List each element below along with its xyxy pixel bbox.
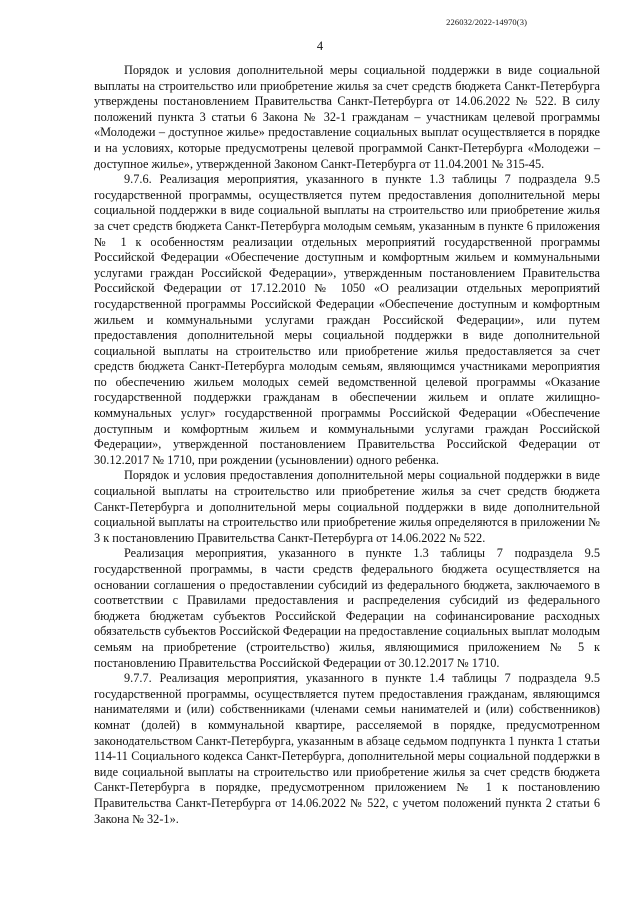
paragraph: Реализация мероприятия, указанного в пункте 1.3 таблицы 7 подраздела 9.5 государственной программы, в части средств федерального бюджета осуществляется на основании соглашения о предоставлении субсидий из федерального бюджета, заключаемого в соответствии с Правилами предоставления и распределения субсидий из федерального бюджета бюджетам субъектов Российской Федерации на софинансирование расходных обязательств субъектов Российской Федерации на предоставление социальных выплат молодым семьям на приобретение (строительство) жилья, являющимися приложением № 5 к постановлению Правительства Российской Федерации от 30.12.2017 № 1710. (94, 546, 600, 670)
paragraph: Порядок и условия дополнительной меры социальной поддержки в виде социальной выплаты на строительство или приобретение жилья за счет средств бюджета Санкт-Петербурга утверждены постановлением Правительства Санкт-Петербурга от 14.06.2022 № 522. В силу положений пункта 3 статьи 6 Закона № 32-1 гражданам – участникам целевой программы «Молодежи – доступное жилье» предоставление социальных выплат осуществляется в порядке и на условиях, которые предусмотрены целевой программой Санкт-Петербурга «Молодежи – доступное жилье», утвержденной Законом Санкт-Петербурга от 11.04.2001 № 315-45. (94, 63, 600, 171)
paragraph: 9.7.7. Реализация мероприятия, указанного в пункте 1.4 таблицы 7 подраздела 9.5 государственной программы, осуществляется путем предоставления гражданам, являющимся нанимателями и (или) собственниками (членами семьи нанимателей и (или) собственников) комнат (долей) в коммунальной квартире, расселяемой в порядке, предусмотренном законодательством Санкт-Петербурга, указанным в абзаце седьмом подпункта 1 пункта 1 статьи 114-11 Социального кодекса Санкт-Петербурга, дополнительной меры социальной поддержки в виде социальной выплаты на строительство или приобретение жилья за счет средств бюджета Санкт-Петербурга в порядке, предусмотренном приложением № 1 к постановлению Правительства Санкт-Петербурга от 14.06.2022 № 522, с учетом положений пункта 2 статьи 6 Закона № 32-1». (94, 671, 600, 826)
page-number: 4 (316, 39, 324, 53)
paragraph: 9.7.6. Реализация мероприятия, указанного в пункте 1.3 таблицы 7 подраздела 9.5 государственной программы, осуществляется путем предоставления дополнительной меры социальной поддержки в виде социальной выплаты на строительство или приобретение жилья за счет средств бюджета Санкт-Петербурга молодым семьям, указанным в пункте 6 приложения № 1 к особенностям реализации отдельных мероприятий государственной программы Российской Федерации «Обеспечение доступным и комфортным жильем и коммунальными услугами граждан Российской Федерации», утвержденным постановлением Правительства Российской Федерации от 17.12.2010 № 1050 «О реализации отдельных мероприятий государственной программы Российской Федерации «Обеспечение доступным и комфортным жильем и коммунальными услугами граждан Российской Федерации», или путем предоставления дополнительной меры социальной поддержки в виде дополнительной социальной выплаты на строительство или приобретение жилья предоставляется за счет средств бюджета Санкт-Петербурга молодым семьям, являющимся участниками мероприятия по обеспечению жильем молодых семей ведомственной целевой программы «Оказание государственной поддержки гражданам в обеспечении жильем и оплате жилищно-коммунальных услуг» государственной программы Российской Федерации «Обеспечение доступным и комфортным жильем и коммунальными услугами граждан Российской Федерации», утвержденной постановлением Правительства Российской Федерации от 30.12.2017 № 1710, при рождении (усыновлении) одного ребенка. (94, 172, 600, 467)
document-id: 226032/2022-14970(3) (446, 17, 527, 27)
paragraph: Порядок и условия предоставления дополнительной меры социальной поддержки в виде социальной выплаты на строительство или приобретение жилья за счет средств бюджета Санкт-Петербурга и дополнительной меры социальной поддержки в виде дополнительной социальной выплаты на строительство или приобретение жилья определяются в приложении № 3 к постановлению Правительства Санкт-Петербурга от 14.06.2022 № 522. (94, 468, 600, 545)
document-body (94, 63, 600, 827)
